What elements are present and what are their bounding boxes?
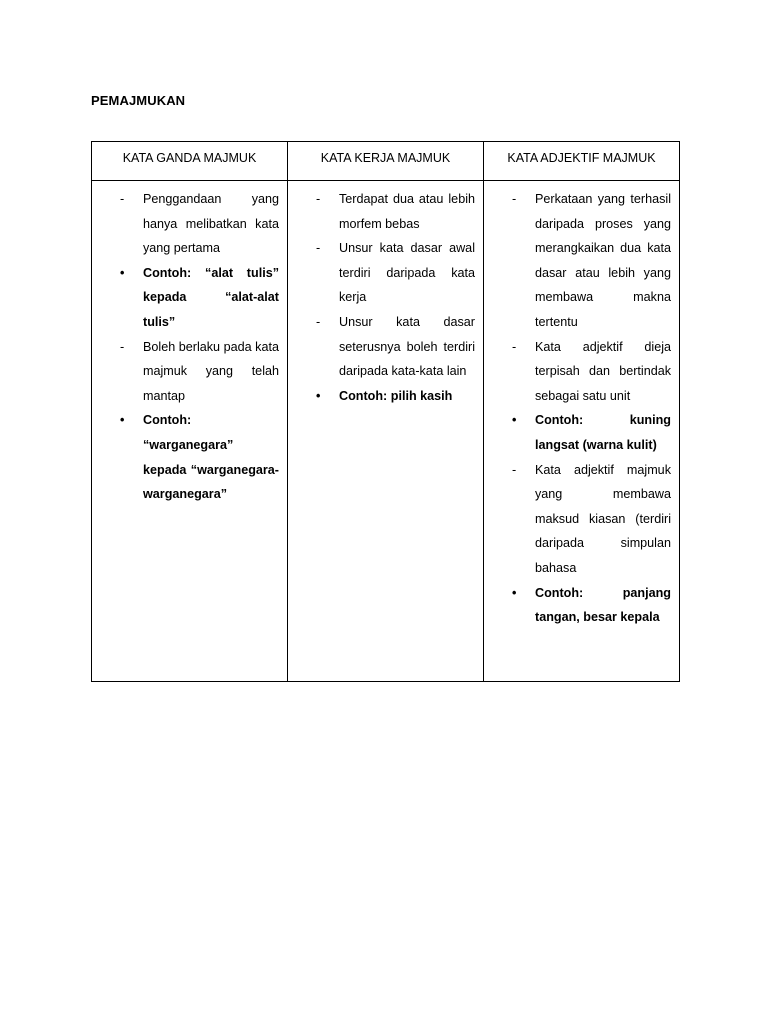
comparison-table [91, 141, 680, 682]
list-item [484, 408, 671, 457]
list-item [288, 310, 475, 384]
list-item [288, 236, 475, 310]
column-cell [92, 181, 288, 682]
list-item [484, 187, 671, 335]
list-item-text: Kata adjektif dieja terpisah dan bertindak sebagai satu unit [535, 339, 671, 403]
column-header: KATA KERJA MAJMUK [288, 142, 484, 181]
list-item [484, 458, 671, 581]
list-item [92, 335, 279, 409]
list-item-text: Kata adjektif majmuk yang membawa maksud kiasan (terdiri daripada simpulan bahasa [535, 462, 671, 575]
list-item-text: Terdapat dua atau lebih morfem bebas [339, 192, 475, 231]
bullet-marker: - [120, 192, 125, 206]
list-item [484, 581, 671, 630]
bullet-marker: • [120, 265, 125, 280]
bullet-marker: - [316, 241, 321, 256]
list-item-text: Perkataan yang terhasil daripada proses yang merangkaikan dua kata dasar atau lebih yang membawa makna tertentu [535, 192, 671, 329]
list-item [484, 335, 671, 409]
list-item-text: Unsur kata dasar seterusnya boleh terdiri daripada kata-kata lain [339, 314, 475, 379]
list-item [92, 261, 279, 335]
item-list [288, 187, 475, 408]
bullet-marker: - [512, 192, 517, 206]
page-title: PEMAJMUKAN [91, 93, 186, 108]
list-item [288, 187, 475, 236]
list-item-text: Contoh: pilih kasih [339, 388, 453, 403]
bullet-marker: • [512, 413, 517, 428]
list-item [92, 408, 279, 506]
item-list [484, 187, 671, 630]
bullet-marker: • [120, 413, 125, 428]
list-item-text: Contoh: “alat tulis” kepada “alat-alat tulis” [143, 265, 279, 329]
list-item-text: Contoh: kuning langsat (warna kulit) [535, 413, 671, 452]
column-cell [288, 181, 484, 682]
bullet-marker: - [316, 314, 321, 329]
table-row [92, 181, 680, 682]
bullet-marker: • [316, 388, 321, 403]
item-list [92, 187, 279, 507]
table-header-row [92, 142, 680, 181]
column-cell [484, 181, 680, 682]
column-header: KATA GANDA MAJMUK [92, 142, 288, 181]
bullet-marker: - [512, 462, 517, 477]
list-item-text: Contoh: “warganegara” kepada “warganegara-warganegara” [143, 413, 279, 502]
bullet-marker: - [120, 339, 125, 354]
bullet-marker: - [512, 339, 517, 354]
list-item-text: Penggandaan yang hanya melibatkan kata yang pertama [143, 192, 279, 256]
list-item-text: Contoh: panjang tangan, besar kepala [535, 585, 671, 625]
list-item [92, 187, 279, 261]
column-header: KATA ADJEKTIF MAJMUK [484, 142, 680, 181]
list-item [288, 384, 475, 409]
list-item-text: Boleh berlaku pada kata majmuk yang telah mantap [143, 339, 279, 403]
list-item-text: Unsur kata dasar awal terdiri daripada kata kerja [339, 241, 475, 305]
bullet-marker: - [316, 192, 321, 206]
bullet-marker: • [512, 585, 517, 600]
